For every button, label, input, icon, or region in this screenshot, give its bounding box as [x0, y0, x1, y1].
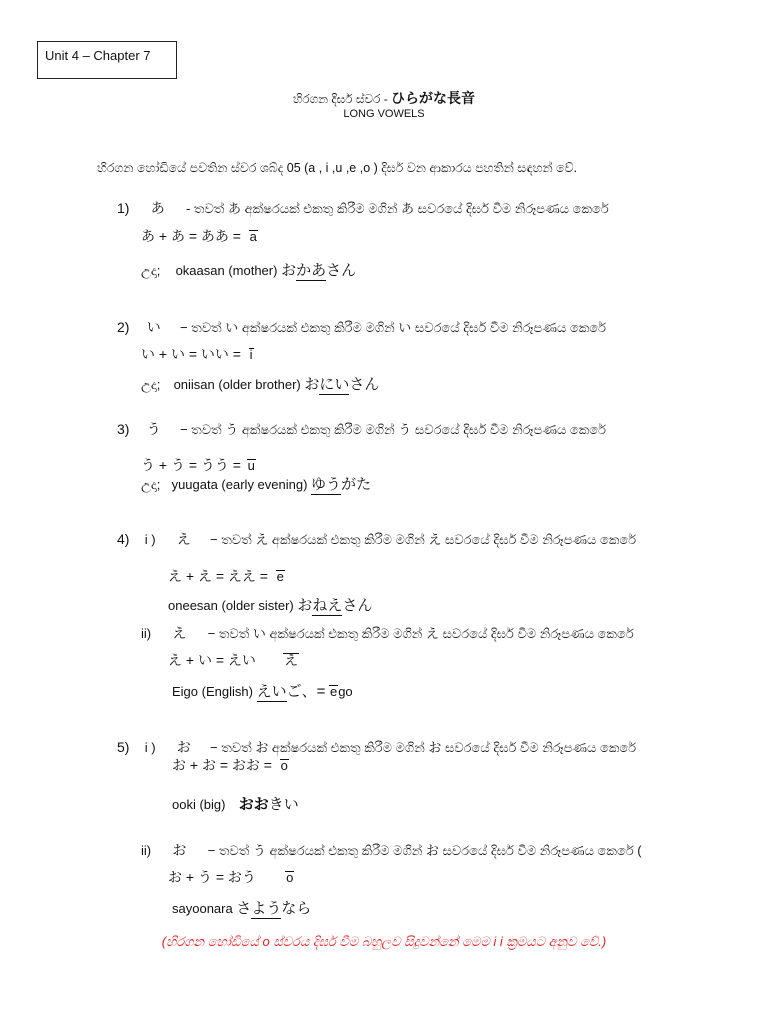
page-subtitle: LONG VOWELS [343, 108, 425, 120]
example-romaji: oniisan (older brother) [173, 377, 301, 392]
section-subnumber: ii) [141, 843, 152, 858]
formula-text: お + お = おお = [172, 757, 272, 773]
formula-text: う + う = うう = [141, 457, 241, 473]
section-kana: え [176, 531, 191, 547]
example-romaji: okaasan (mother) [175, 263, 278, 278]
long-vowel-mark: i [249, 347, 253, 362]
title-japanese: ひらがな長音 [391, 90, 476, 106]
formula-text: え + い = えい [168, 652, 256, 668]
long-vowel-mark: a [249, 229, 257, 244]
long-vowel-mark: え [284, 652, 299, 668]
section-description: − තවත් う අක්ෂරයක් එකතු කිරීම මගින් う සවරයේ දිර්ඝ වීම නිරූපණය කෙරේ [179, 422, 607, 437]
example-romaji: Eigo (English) [172, 684, 253, 699]
example-label: උදා; [141, 263, 161, 278]
example-japanese: さようなら [236, 900, 312, 917]
unit-chapter-label: Unit 4 – Chapter 7 [45, 48, 151, 63]
section-e2-formula [168, 650, 299, 670]
section-number: 2) [117, 319, 130, 335]
section-e1-heading [117, 529, 636, 549]
section-o2-formula [168, 867, 294, 887]
section-a-example [141, 259, 356, 280]
section-kana: え [172, 625, 187, 641]
example-tail: go [338, 684, 353, 699]
formula-text: え + え = ええ = [168, 568, 268, 584]
title-sinhala: හිරගන දිර්ඝ ස්වර - [292, 92, 392, 106]
long-vowel-mark: e [276, 569, 284, 584]
section-i-example [141, 373, 379, 394]
example-japanese: おねえさん [297, 597, 373, 614]
section-kana: い [146, 319, 161, 335]
section-o2-heading [141, 840, 642, 860]
section-description: − තවත් う අක්ෂරයක් එකතු කිරීම මගින් お සවරයේ දිර්ඝ වීම නිරූපණය කෙරේ ( [207, 843, 642, 858]
example-japanese: ゆうがた [311, 476, 372, 493]
example-label: උදා; [141, 377, 161, 392]
example-label: උදා; [141, 477, 161, 492]
section-description: − තවත් お අක්ෂරයක් එකතු කිරීම මගින් お සවරයේ දිර්ඝ වීම නිරූපණය කෙරේ [210, 740, 637, 755]
example-japanese: えいご、= [256, 683, 326, 700]
example-romaji: yuugata (early evening) [171, 477, 308, 492]
section-e1-example [168, 594, 372, 615]
example-romaji: oneesan (older sister) [168, 598, 294, 613]
section-description: − තවත් い අක්ෂරයක් එකතු කිරීම මගින් え සවරයේ දිර්ඝ වීම නිරූපණය කෙරේ [207, 626, 634, 641]
section-subnumber: ii) [141, 626, 152, 641]
section-i-heading [117, 317, 606, 337]
intro-paragraph: හිරගන හෝඩියේ පවතින ස්වර ශබ්ද 05 (a , i ,u ,e ,o ) දිර්ඝ වන ආකාරය පහතින් සඳහන් වේ. [97, 161, 578, 175]
example-japanese: おかあさん [281, 262, 357, 279]
section-a-heading [117, 198, 609, 218]
section-o2-example [172, 897, 311, 918]
section-u-heading [117, 419, 606, 439]
footnote: (හිරගන හෝඩියේ o ස්වරය දිර්ඝ වීම බහුලව සිදුවන්නේ මෙම i i ක්‍රමයට අනුව වේ.) [161, 934, 607, 949]
formula-text: い + い = いい = [141, 346, 241, 362]
unit-chapter-box [37, 41, 177, 79]
long-vowel-mark: o [280, 758, 288, 773]
section-o1-heading [117, 737, 636, 757]
section-description: - තවත් あ අක්ෂරයක් එකතු කිරීම මගින් あ සවරයේ දිර්ඝ වීම නිරූපණය කෙරේ [185, 201, 609, 216]
section-e1-formula [168, 566, 285, 586]
section-u-formula [141, 455, 256, 475]
section-a-formula [141, 226, 258, 246]
section-i-formula [141, 344, 254, 364]
section-number: 3) [117, 421, 130, 437]
section-kana: お [176, 739, 191, 755]
section-subnumber: i ) [144, 740, 156, 755]
section-u-example [141, 473, 371, 494]
example-romaji: ooki (big) [172, 797, 226, 812]
section-kana: お [172, 842, 187, 858]
section-e2-heading [141, 623, 634, 643]
section-description: − තවත් い අක්ෂරයක් එකතු කිරීම මගින් い සවරයේ දිර්ඝ වීම නිරූපණය කෙරේ [179, 320, 607, 335]
section-kana: う [146, 421, 161, 437]
example-long-vowel: e [329, 684, 338, 699]
long-vowel-mark: o [286, 870, 294, 885]
section-number: 4) [117, 531, 130, 547]
section-o1-example [172, 793, 299, 814]
section-number: 5) [117, 739, 130, 755]
example-japanese: おおきい [238, 796, 299, 813]
example-japanese: おにいさん [304, 376, 380, 393]
page-title [0, 88, 768, 108]
long-vowel-mark: u [247, 458, 255, 473]
example-romaji: sayoonara [172, 901, 233, 916]
section-subnumber: i ) [144, 532, 156, 547]
section-number: 1) [117, 200, 130, 216]
section-kana: あ [150, 200, 165, 216]
section-description: − තවත් え අක්ෂරයක් එකතු කිරීම මගින් え සවරයේ දිර්ඝ වීම නිරූපණය කෙරේ [210, 532, 637, 547]
formula-text: お + う = おう [168, 869, 256, 885]
section-o1-formula [172, 755, 289, 775]
formula-text: あ + あ = ああ = [141, 228, 241, 244]
section-e2-example [172, 680, 353, 701]
